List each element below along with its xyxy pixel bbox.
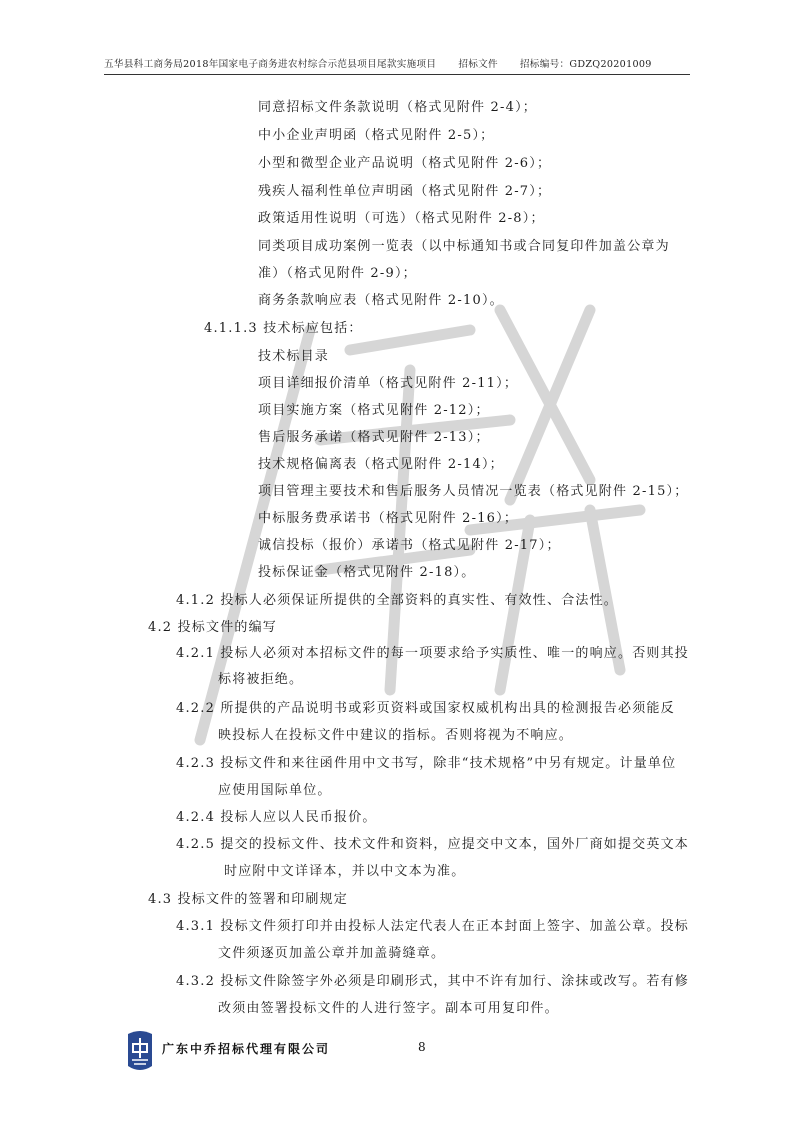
text-line: 项目管理主要技术和售后服务人员情况一览表（格式见附件 2-15）； <box>258 484 689 499</box>
text-line: 诚信投标（报价）承诺书（格式见附件 2-17）； <box>258 538 561 553</box>
header-project-title: 五华县科工商务局2018年国家电子商务进农村综合示范县项目尾款实施项目 <box>104 59 437 70</box>
page-number: 8 <box>418 1040 426 1054</box>
text-line: 技术标目录 <box>258 349 330 364</box>
section-heading: 4.3 投标文件的签署和印刷规定 <box>148 892 349 907</box>
clause-text: 4.3.2 投标文件除签字外必须是印刷形式，其中不许有加行、涂抹或改写。若有修 <box>176 974 690 989</box>
text-line: 残疾人福利性单位声明函（格式见附件 2-7）； <box>258 184 552 199</box>
text-line: 商务条款响应表（格式见附件 2-10）。 <box>258 293 504 308</box>
clause-text: 4.1.2 投标人必须保证所提供的全部资料的真实性、有效性、合法性。 <box>176 593 619 608</box>
clause-text-cont: 改须由签署投标文件的人进行签字。副本可用复印件。 <box>218 1001 559 1016</box>
text-line: 同意招标文件条款说明（格式见附件 2-4）； <box>258 100 537 115</box>
text-line: 中标服务费承诺书（格式见附件 2-16）； <box>258 511 519 526</box>
text-line: 项目实施方案（格式见附件 2-12）； <box>258 403 490 418</box>
text-line: 项目详细报价清单（格式见附件 2-11）； <box>258 376 519 391</box>
text-line: 技术规格偏离表（格式见附件 2-14）； <box>258 457 504 472</box>
text-line: 投标保证金（格式见附件 2-18）。 <box>258 565 476 580</box>
company-logo <box>124 1030 156 1072</box>
clause-text: 4.3.1 投标文件须打印并由投标人法定代表人在正本封面上签字、加盖公章。投标 <box>176 919 690 934</box>
header-rule <box>104 74 690 75</box>
clause-text-cont: 标将被拒绝。 <box>218 672 304 687</box>
footer-company-name: 广东中乔招标代理有限公司 <box>162 1042 331 1056</box>
clause-text-cont: 时应附中文详译本，并以中文本为准。 <box>224 864 466 879</box>
header-bid-number: 招标编号：GDZQ20201009 <box>519 59 652 70</box>
clause-text-cont: 应使用国际单位。 <box>218 783 332 798</box>
clause-text: 4.2.1 投标人必须对本招标文件的每一项要求给予实质性、唯一的响应。否则其投 <box>176 646 690 661</box>
clause-text: 4.2.3 投标文件和来往函件用中文书写，除非“技术规格”中另有规定。计量单位 <box>176 756 677 771</box>
section-heading: 4.2 投标文件的编写 <box>148 620 278 635</box>
clause-text-cont: 文件须逐页加盖公章并加盖骑缝章。 <box>218 946 446 961</box>
text-line: 同类项目成功案例一览表（以中标通知书或合同复印件加盖公章为 <box>258 239 670 254</box>
clause-text: 4.2.4 投标人应以人民币报价。 <box>176 810 377 825</box>
text-line: 小型和微型企业产品说明（格式见附件 2-6）； <box>258 156 552 171</box>
page-header <box>104 56 694 70</box>
clause-text: 4.2.2 所提供的产品说明书或彩页资料或国家权威机构出具的检测报告必须能反 <box>176 701 675 716</box>
header-doc-type: 招标文件 <box>458 59 498 70</box>
text-line: 准）（格式见附件 2-9）； <box>258 266 417 281</box>
clause-text-cont: 映投标人在投标文件中建议的指标。否则将视为不响应。 <box>218 728 574 743</box>
text-line: 中小企业声明函（格式见附件 2-5）； <box>258 128 495 143</box>
section-heading: 4.1.1.3 技术标应包括： <box>204 321 363 336</box>
text-line: 政策适用性说明（可选）（格式见附件 2-8）； <box>258 211 545 226</box>
text-line: 售后服务承诺（格式见附件 2-13）； <box>258 430 490 445</box>
clause-text: 4.2.5 提交的投标文件、技术文件和资料，应提交中文本，国外厂商如提交英文本 <box>176 837 690 852</box>
